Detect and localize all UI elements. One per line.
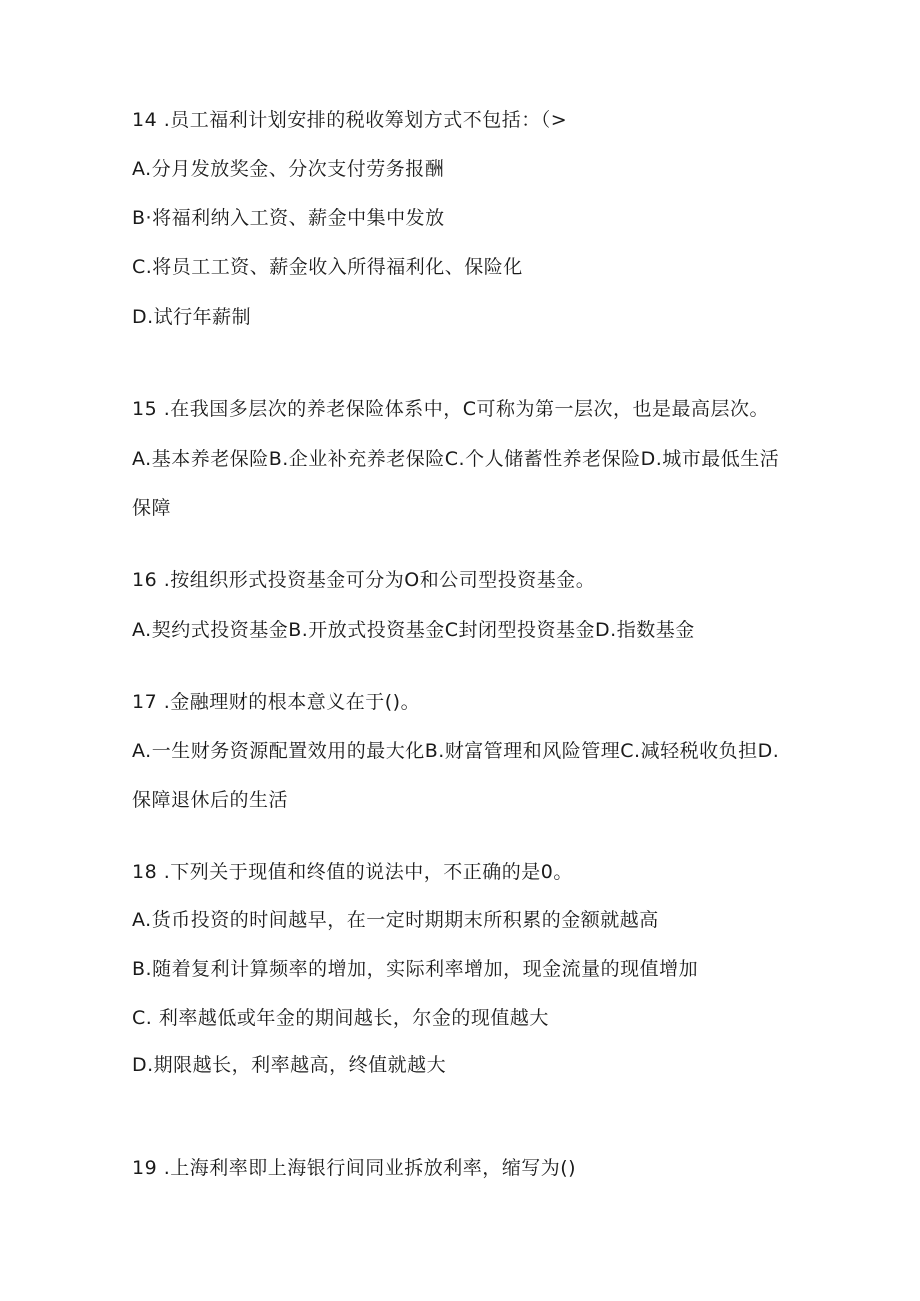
question-18-option-c: C. 利率越低或年金的期间越长，尔金的现值越大 bbox=[132, 1007, 549, 1029]
question-15-options-continued: 保障 bbox=[132, 497, 172, 519]
question-14-option-c: C.将员工工资、薪金收入所得福利化、保险化 bbox=[132, 256, 523, 278]
question-16-stem: 16 .按组织形式投资基金可分为O和公司型投资基金。 bbox=[132, 569, 596, 591]
question-18-stem: 18 .下列关于现值和终值的说法中，不正确的是0。 bbox=[132, 861, 573, 883]
question-19-stem: 19 .上海利率即上海银行间同业拆放利率，缩写为() bbox=[132, 1157, 577, 1179]
question-18-option-d: D.期限越长，利率越高，终值就越大 bbox=[132, 1054, 447, 1076]
question-16-options: A.契约式投资基金B.开放式投资基金C封闭型投资基金D.指数基金 bbox=[132, 619, 695, 641]
question-17-options: A.一生财务资源配置效用的最大化B.财富管理和风险管理C.减轻税收负担D. bbox=[132, 740, 780, 762]
question-15-stem: 15 .在我国多层次的养老保险体系中，C可称为第一层次，也是最高层次。 bbox=[132, 398, 770, 420]
question-14-option-b: B·将福利纳入工资、薪金中集中发放 bbox=[132, 207, 445, 229]
question-17-stem: 17 .金融理财的根本意义在于()。 bbox=[132, 691, 421, 713]
question-18-option-a: A.货币投资的时间越早，在一定时期期末所积累的金额就越高 bbox=[132, 909, 659, 931]
question-14-option-d: D.试行年薪制 bbox=[132, 306, 252, 328]
question-15-options: A.基本养老保险B.企业补充养老保险C.个人储蓄性养老保险D.城市最低生活 bbox=[132, 448, 780, 470]
question-17-options-continued: 保障退休后的生活 bbox=[132, 789, 289, 811]
question-14-option-a: A.分月发放奖金、分次支付劳务报酬 bbox=[132, 158, 445, 180]
question-18-option-b: B.随着复利计算频率的增加，实际利率增加，现金流量的现值增加 bbox=[132, 958, 699, 980]
question-14-stem: 14 .员工福利计划安排的税收筹划方式不包括：（> bbox=[132, 109, 568, 131]
